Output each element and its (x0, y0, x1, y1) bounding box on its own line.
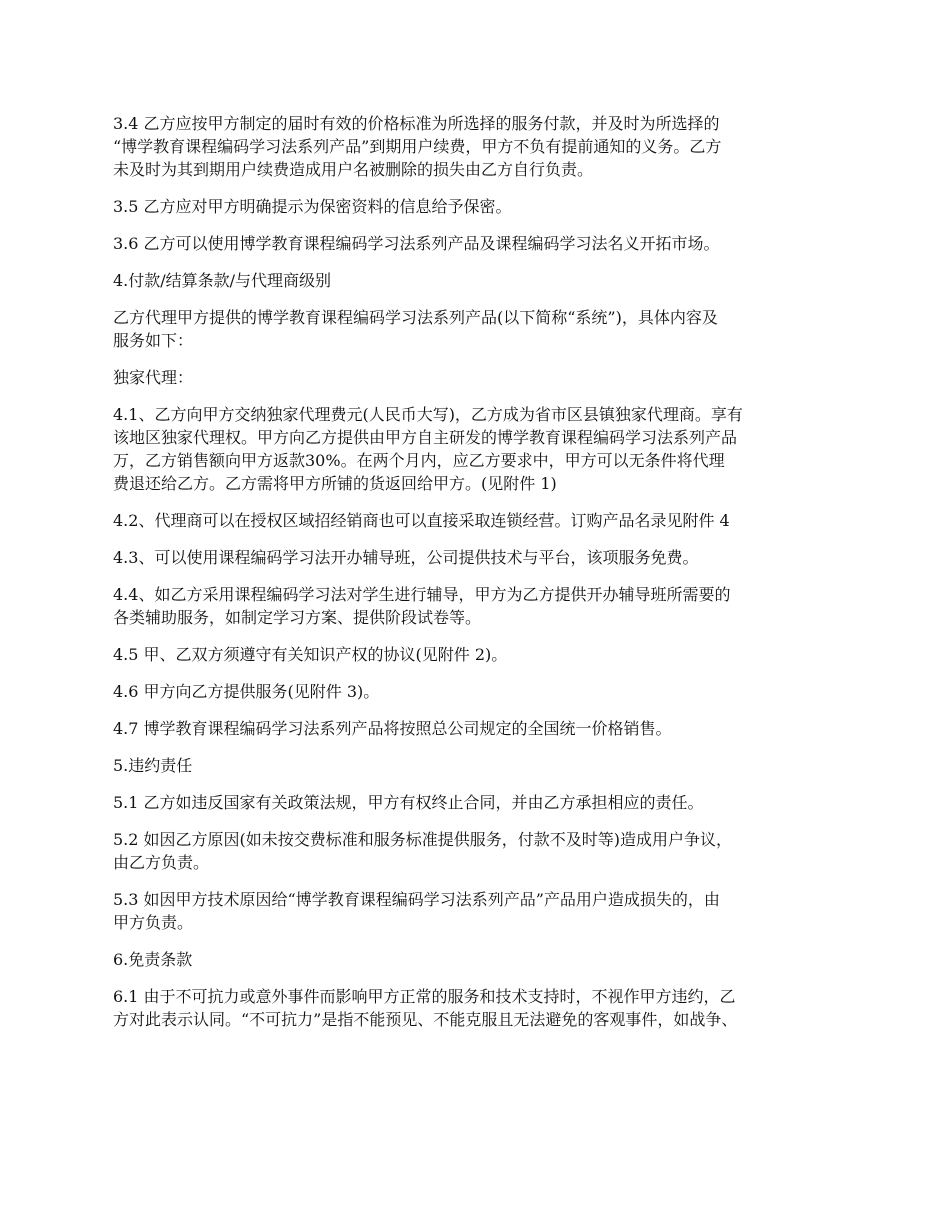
paragraph-line: 3.6 乙方可以使用博学教育课程编码学习法系列产品及课程编码学习法名义开拓市场。 (113, 234, 720, 253)
document-body (113, 112, 843, 1045)
paragraph (113, 643, 843, 666)
paragraph-line: 4.2、代理商可以在授权区域招经销商也可以直接采取连锁经营。订购产品名录见附件 4 (113, 511, 730, 530)
paragraph (113, 680, 843, 703)
paragraph (113, 828, 843, 874)
paragraph (113, 366, 843, 389)
paragraph-line: 乙方代理甲方提供的博学教育课程编码学习法系列产品(以下简称“系统”)，具体内容及 (113, 308, 718, 327)
paragraph (113, 791, 843, 814)
paragraph-line: 该地区独家代理权。甲方向乙方提供由甲方自主研发的博学教育课程编码学习法系列产品 (113, 428, 738, 447)
paragraph (113, 112, 843, 181)
paragraph (113, 985, 843, 1031)
paragraph-line: 5.3 如因甲方技术原因给“博学教育课程编码学习法系列产品”产品用户造成损失的，由 (113, 890, 720, 909)
paragraph-line: 4.5 甲、乙双方须遵守有关知识产权的协议(见附件 2)。 (113, 645, 508, 664)
paragraph (113, 403, 843, 495)
paragraph-line: 3.5 乙方应对甲方明确提示为保密资料的信息给予保密。 (113, 197, 512, 216)
paragraph (113, 232, 843, 255)
paragraph (113, 948, 843, 971)
paragraph (113, 195, 843, 218)
paragraph-line: 未及时为其到期用户续费造成用户名被删除的损失由乙方自行负责。 (113, 160, 594, 179)
paragraph-line: 3.4 乙方应按甲方制定的届时有效的价格标准为所选择的服务付款，并及时为所选择的 (113, 114, 720, 133)
paragraph-line: 万，乙方销售额向甲方返款30%。在两个月内，应乙方要求中，甲方可以无条件将代理 (113, 451, 725, 470)
paragraph-line: 4.1、乙方向甲方交纳独家代理费元(人民币大写)，乙方成为省市区县镇独家代理商。享有 (113, 405, 743, 424)
paragraph-line: 5.2 如因乙方原因(如未按交费标准和服务标准提供服务，付款不及时等)造成用户争议， (113, 830, 733, 849)
paragraph (113, 306, 843, 352)
paragraph-line: 各类辅助服务，如制定学习方案、提供阶段试卷等。 (113, 608, 482, 627)
paragraph-line: 6.免责条款 (113, 950, 193, 969)
paragraph (113, 583, 843, 629)
paragraph (113, 509, 843, 532)
paragraph-line: 4.6 甲方向乙方提供服务(见附件 3)。 (113, 682, 380, 701)
paragraph-line: 服务如下： (113, 331, 194, 350)
paragraph-line: 5.1 乙方如违反国家有关政策法规，甲方有权终止合同，并由乙方承担相应的责任。 (113, 793, 704, 812)
paragraph-line: 4.3、可以使用课程编码学习法开办辅导班，公司提供技术与平台，该项服务免费。 (113, 548, 699, 567)
paragraph-line: 甲方负责。 (113, 913, 194, 932)
paragraph-line: 方对此表示认同。“不可抗力”是指不能预见、不能克服且无法避免的客观事件，如战争、 (113, 1010, 738, 1029)
paragraph-line: 4.4、如乙方采用课程编码学习法对学生进行辅导，甲方为乙方提供开办辅导班所需要的 (113, 585, 731, 604)
paragraph-line: 6.1 由于不可抗力或意外事件而影响甲方正常的服务和技术支持时，不视作甲方违约，乙 (113, 987, 736, 1006)
paragraph-line: 4.付款/结算条款/与代理商级别 (113, 271, 332, 290)
paragraph (113, 546, 843, 569)
paragraph-line: 独家代理： (113, 368, 194, 387)
paragraph-line: 由乙方负责。 (113, 853, 210, 872)
paragraph-line: 4.7 博学教育课程编码学习法系列产品将按照总公司规定的全国统一价格销售。 (113, 719, 672, 738)
paragraph (113, 888, 843, 934)
paragraph (113, 717, 843, 740)
paragraph-line: 5.违约责任 (113, 756, 193, 775)
paragraph (113, 269, 843, 292)
paragraph (113, 754, 843, 777)
paragraph-line: “博学教育课程编码学习法系列产品”到期用户续费，甲方不负有提前通知的义务。乙方 (113, 137, 722, 156)
paragraph-line: 费退还给乙方。乙方需将甲方所铺的货返回给甲方。(见附件 1) (113, 474, 557, 493)
